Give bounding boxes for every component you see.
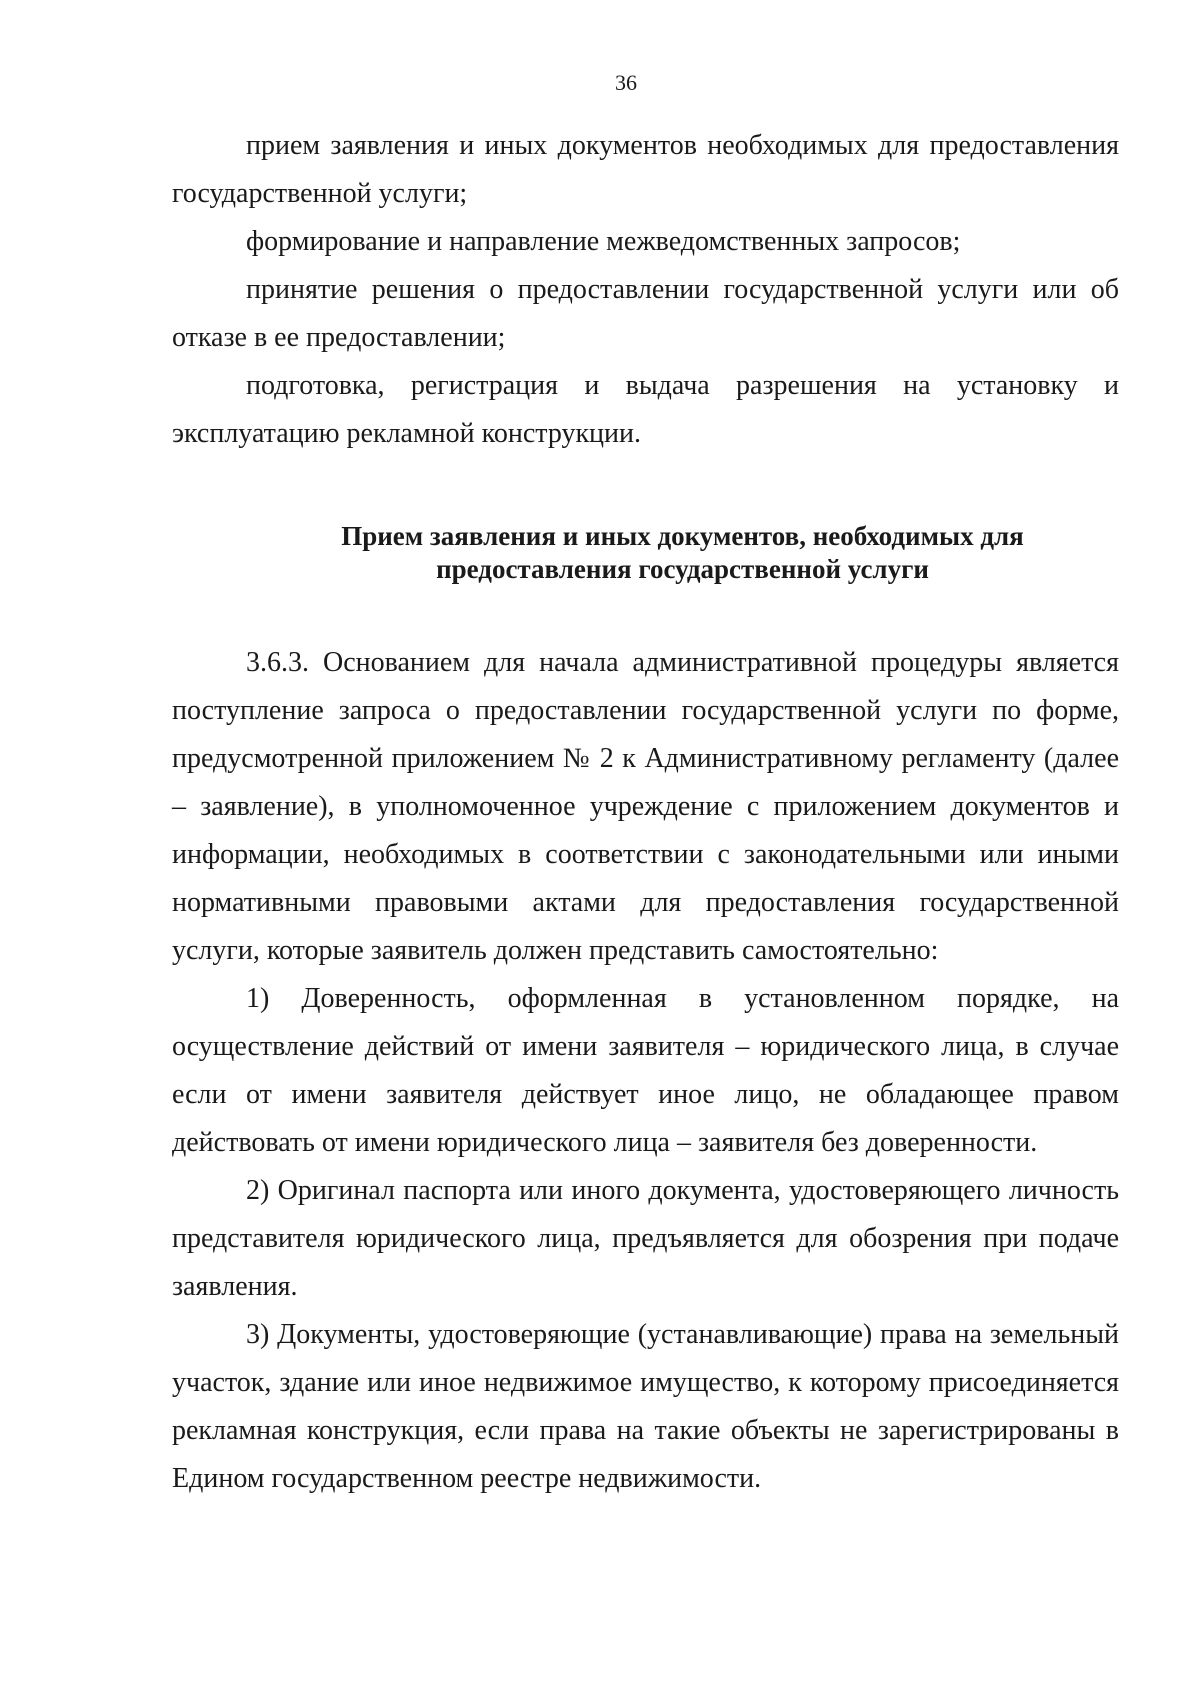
section-heading bbox=[172, 520, 1119, 586]
section-heading-line-1: Прием заявления и иных документов, необходимых для bbox=[341, 521, 1024, 551]
intro-paragraph-1: прием заявления и иных документов необходимых для предоставления государственной услуги; bbox=[172, 130, 1119, 209]
body-paragraph-3: 2) Оригинал паспорта или иного документа, удостоверяющего личность представителя юридического лица, предъявляется для обозрения при подаче заявления. bbox=[172, 1175, 1119, 1302]
intro-paragraph-4: подготовка, регистрация и выдача разрешения на установку и эксплуатацию рекламной конструкции. bbox=[172, 370, 1119, 449]
body-paragraph-2: 1) Доверенность, оформленная в установленном порядке, на осуществление действий от имени заявителя – юридического лица, в случае если от имени заявителя действует иное лицо, не обладающее правом действовать от имени юридического лица – заявителя без доверенности. bbox=[172, 983, 1119, 1158]
body-paragraph-1: 3.6.3. Основанием для начала административной процедуры является поступление запроса о предоставлении государственной услуги по форме, предусмотренной приложением № 2 к Административному регламенту (далее – заявление), в уполномоченное учреждение с приложением документов и информации, необходимых в соответствии с законодательными или иными нормативными правовыми актами для предоставления государственной услуги, которые заявитель должен представить самостоятельно: bbox=[172, 647, 1119, 966]
document-content bbox=[172, 122, 1119, 1503]
page-number: 36 bbox=[615, 70, 637, 95]
section-heading-line-2: предоставления государственной услуги bbox=[436, 554, 929, 584]
intro-paragraph-3: принятие решения о предоставлении государственной услуги или об отказе в ее предоставлении; bbox=[172, 274, 1119, 353]
body-paragraph-4: 3) Документы, удостоверяющие (устанавливающие) права на земельный участок, здание или иное недвижимое имущество, к которому присоединяется рекламная конструкция, если права на такие объекты не зарегистрированы в Едином государственном реестре недвижимости. bbox=[172, 1319, 1119, 1494]
intro-paragraph-2: формирование и направление межведомственных запросов; bbox=[246, 226, 961, 257]
